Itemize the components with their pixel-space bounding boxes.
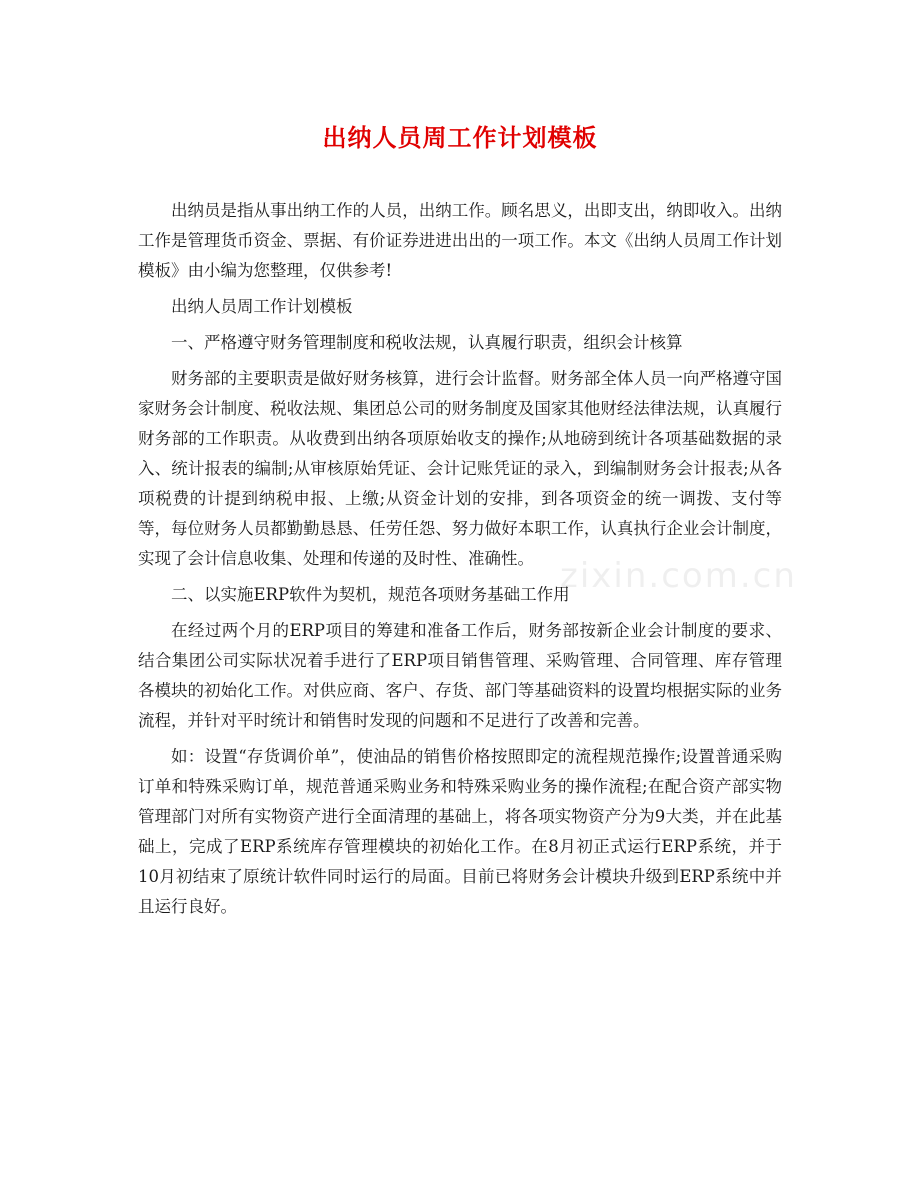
paragraph-section-1: 财务部的主要职责是做好财务核算，进行会计监督。财务部全体人员一向严格遵守国家财务会计制度、税收法规、集团总公司的财务制度及国家其他财经法律法规，认真履行财务部的工作职责。从收费到出纳各项原始收支的操作;从地磅到统计各项基础数据的录入、统计报表的编制;从审核原始凭证、会计记账凭证的录入，到编制财务会计报表;从各项税费的计提到纳税申报、上缴;从资金计划的安排，到各项资金的统一调拨、支付等等，每位财务人员都勤勤恳恳、任劳任怨、努力做好本职工作，认真执行企业会计制度，实现了会计信息收集、处理和传递的及时性、准确性。 — [138, 369, 782, 568]
document-page — [138, 0, 782, 928]
watermark-logo: zixin.com.cn — [560, 556, 797, 596]
section-heading-1: 一、严格遵守财务管理制度和税收法规，认真履行职责，组织会计核算 — [171, 333, 683, 352]
paragraph-example: 如：设置“存货调价单”，使油品的销售价格按照即定的流程规范操作;设置普通采购订单和特殊采购订单，规范普通采购业务和特殊采购业务的操作流程;在配合资产部实物管理部门对所有实物资产进行全面清理的基础上，将各项实物资产分为9大类，并在此基础上，完成了ERP系统库存管理模块的初始化工作。在8月初正式运行ERP系统，并于10月初结束了原统计软件同时运行的局面。目前已将财务会计模块升级到ERP系统中并且运行良好。 — [138, 747, 782, 916]
paragraph-subtitle: 出纳人员周工作计划模板 — [171, 297, 353, 316]
document-title: 出纳人员周工作计划模板 — [322, 123, 598, 152]
document-body — [138, 196, 782, 922]
section-heading-2: 二、以实施ERP软件为契机，规范各项财务基础工作用 — [171, 585, 570, 604]
paragraph-intro: 出纳员是指从事出纳工作的人员，出纳工作。顾名思义，出即支出，纳即收入。出纳工作是管理货币资金、票据、有价证券进进出出的一项工作。本文《出纳人员周工作计划模板》由小编为您整理，仅供参考! — [138, 201, 782, 280]
paragraph-section-2: 在经过两个月的ERP项目的筹建和准备工作后，财务部按新企业会计制度的要求、结合集团公司实际状况着手进行了ERP项目销售管理、采购管理、合同管理、库存管理各模块的初始化工作。对供应商、客户、存货、部门等基础资料的设置均根据实际的业务流程，并针对平时统计和销售时发现的问题和不足进行了改善和完善。 — [138, 621, 782, 730]
